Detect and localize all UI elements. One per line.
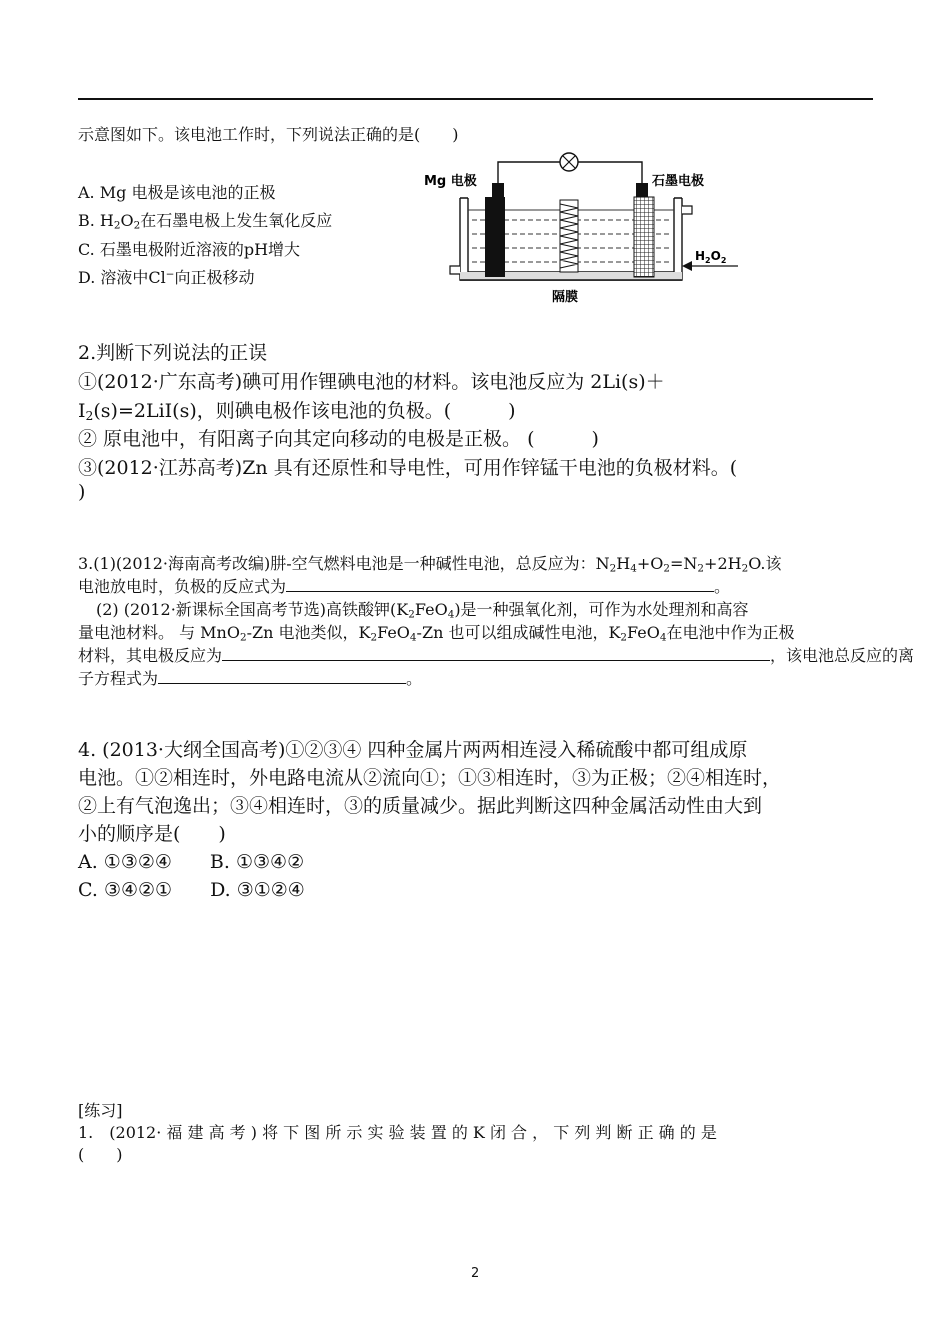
lamp-icon (560, 153, 578, 171)
q3-p1-line2: 电池放电时，负极的反应式为 。 (78, 577, 731, 596)
header-rule (78, 98, 873, 100)
q2-item2: ② 原电池中，有阳离子向其定向移动的电极是正极。 ( ) (78, 428, 599, 450)
q4-line1: 4. (2013·大纲全国高考)①②③④ 四种金属片两两相连浸入稀硫酸中都可组成原 (78, 739, 748, 761)
mg-electrode (485, 183, 505, 277)
q4-line2: 电池。①②相连时，外电路电流从②流向①；①③相连时，③为正极；②④相连时， (78, 767, 782, 789)
mg-electrode-label: Mg 电极 (424, 174, 477, 189)
battery-diagram (420, 148, 750, 310)
page-number: 2 (471, 1266, 480, 1281)
q4-options-row1: A. ①③②④ B. ①③④② (78, 851, 305, 873)
q4-options-row2: C. ③④②① D. ③①②④ (78, 879, 305, 901)
q1-stem: 示意图如下。该电池工作时，下列说法正确的是( ) (78, 125, 459, 144)
q2-item1-line1: ①(2012·广东高考)碘可用作锂碘电池的材料。该电池反应为 2Li(s)＋ (78, 371, 665, 393)
q3-p1-line1: 3.(1)(2012·海南高考改编)肼-空气燃料电池是一种碱性电池，总反应为：$N_2H_4+O_2=N_2+2H_2O$.该 (78, 554, 782, 575)
q1-option-b: B. $H_2O_2$在石墨电极上发生氧化反应 (78, 211, 333, 232)
q3-answer-blank-1[interactable] (286, 590, 714, 592)
q4-line3: ②上有气泡逸出；③④相连时，③的质量减少。据此判断这四种金属活动性由大到 (78, 795, 763, 817)
practice-q1-line1: 1. (2012· 福 建 高 考 ) 将 下 图 所 示 实 验 装 置 的 K 闭 合 ， 下 列 判 断 正 确 的 是 (78, 1123, 717, 1142)
q2-item3-line2: ) (78, 481, 86, 503)
q3-p2-line3: 材料，其电极反应为 ，该电池总反应的离 (78, 646, 915, 665)
q2-item3-line1: ③(2012·江苏高考)Zn 具有还原性和导电性，可用作锌锰干电池的负极材料。( (78, 457, 738, 479)
q4-line4: 小的顺序是( ) (78, 823, 226, 845)
membrane (560, 200, 578, 272)
q3-answer-blank-3[interactable] (158, 682, 406, 684)
q3-p2-line2: 量电池材料。 与 MnO$_2$-Zn 电池类似，$K_2FeO_4-Zn$ 也可以组成碱性电池，$K_2FeO_4$在电池中作为正极 (78, 623, 795, 644)
graphite-electrode-label: 石墨电极 (652, 174, 705, 189)
h2o2-label: $H_2O_2$ (695, 249, 727, 265)
graphite-electrode (634, 183, 654, 277)
q3-answer-blank-2[interactable] (222, 659, 770, 661)
practice-q1-line2: ( ) (78, 1145, 123, 1164)
practice-heading: [练习] (78, 1101, 123, 1120)
membrane-label: 隔膜 (552, 290, 579, 305)
q1-option-c: C. 石墨电极附近溶液的pH增大 (78, 240, 301, 259)
q2-title: 2.判断下列说法的正误 (78, 342, 268, 364)
q3-p2-line1: (2) (2012·新课标全国高考节选)高铁酸钾$(K_2FeO_4)$是一种强氧化剂，可作为水处理剂和高容 (96, 600, 749, 621)
q3-p2-line4: 子方程式为 。 (78, 669, 423, 688)
q1-option-a: A. Mg 电极是该电池的正极 (78, 183, 276, 202)
q2-item1-line2: $I_2(s)=2LiI(s)$，则碘电极作该电池的负极。( ) (78, 400, 516, 424)
q1-option-d: D. 溶液中Cl−向正极移动 (78, 268, 255, 287)
